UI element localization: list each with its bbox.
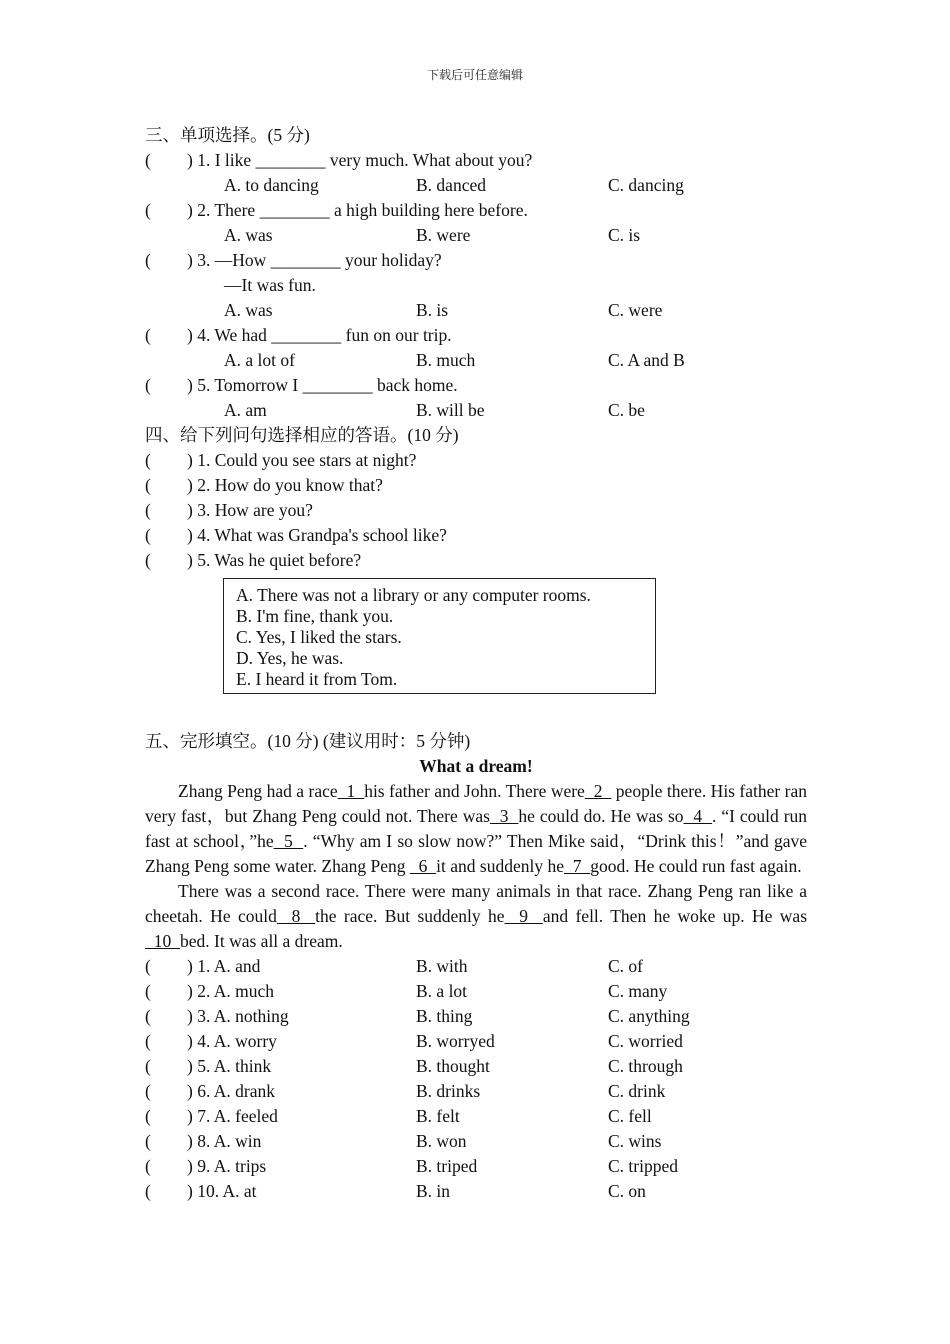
answer-option-a: A. There was not a library or any computer rooms.	[236, 585, 591, 605]
s3-question-3: ( ) 3. —How ________ your holiday?	[145, 250, 442, 270]
s3-options-2: A. was B. were C. is	[224, 225, 641, 245]
s4-question-4: ( ) 4. What was Grandpa's school like?	[145, 525, 447, 545]
section-4-title: 四、给下列问句选择相应的答语。(10 分)	[145, 425, 459, 445]
blank-6: 6	[409, 856, 437, 876]
blank-4: 4	[683, 806, 713, 826]
section-5-title: 五、完形填空。(10 分) (建议用时：5 分钟)	[145, 731, 471, 751]
s3-options-1: A. to dancing B. danced C. dancing	[224, 175, 684, 195]
answer-box	[223, 578, 656, 694]
blank-8: 8	[276, 906, 316, 926]
blank-3: 3	[489, 806, 519, 826]
section-3-title: 三、单项选择。(5 分)	[145, 125, 310, 145]
s3-options-4: A. a lot of B. much C. A and B	[224, 350, 685, 370]
s3-options-5: A. am B. will be C. be	[224, 400, 645, 420]
blank-10: 10	[145, 931, 180, 951]
blank-9: 9	[504, 906, 543, 926]
cloze-option-10: ( ) 10. A. at B. in C. on	[145, 1181, 646, 1201]
s3-question-2: ( ) 2. There ________ a high building here before.	[145, 200, 528, 220]
cloze-option-9: ( ) 9. A. trips B. triped C. tripped	[145, 1156, 678, 1176]
cloze-option-5: ( ) 5. A. think B. thought C. through	[145, 1056, 683, 1076]
s4-question-5: ( ) 5. Was he quiet before?	[145, 550, 362, 570]
answer-option-d: D. Yes, he was.	[236, 648, 344, 668]
answer-option-e: E. I heard it from Tom.	[236, 669, 398, 689]
page-header: 下载后可任意编辑	[426, 68, 523, 82]
cloze-option-7: ( ) 7. A. feeled B. felt C. fell	[145, 1106, 652, 1126]
answer-option-b: B. I'm fine, thank you.	[236, 606, 394, 626]
s3-question-3-reply: —It was fun.	[224, 275, 316, 295]
s4-question-2: ( ) 2. How do you know that?	[145, 475, 383, 495]
s3-question-5: ( ) 5. Tomorrow I ________ back home.	[145, 375, 458, 395]
blank-5: 5	[273, 831, 304, 851]
passage-paragraph-1: Zhang Peng had a race 1 his father and John. There were 2 people there. His father ran very fast，but Zhang Peng could not. There was 3 he could do. He was so 4 . “I could run fast at school，”he 5 . “Why am I so slow now?” Then Mike said，“Drink this！”and gave Zhang Peng some water. Zhang Peng 6 it and suddenly he 7 good. He could run fast again.	[145, 781, 808, 876]
passage-title: What a dream!	[419, 756, 533, 776]
s4-question-3: ( ) 3. How are you?	[145, 500, 313, 520]
cloze-option-2: ( ) 2. A. much B. a lot C. many	[145, 981, 668, 1001]
s3-question-4: ( ) 4. We had ________ fun on our trip.	[145, 325, 452, 345]
cloze-option-4: ( ) 4. A. worry B. worryed C. worried	[145, 1031, 683, 1051]
s3-question-1: ( ) 1. I like ________ very much. What about you?	[145, 150, 533, 170]
blank-1: 1	[337, 781, 365, 801]
cloze-option-6: ( ) 6. A. drank B. drinks C. drink	[145, 1081, 666, 1101]
worksheet	[145, 123, 807, 1204]
passage-paragraph-2: There was a second race. There were many animals in that race. Zhang Peng ran like a cheetah. He could 8 the race. But suddenly he 9 and fell. Then he woke up. He was 10 bed. It was all a dream.	[145, 881, 808, 951]
cloze-option-3: ( ) 3. A. nothing B. thing C. anything	[145, 1006, 690, 1026]
cloze-option-1: ( ) 1. A. and B. with C. of	[145, 956, 643, 976]
s4-question-1: ( ) 1. Could you see stars at night?	[145, 450, 417, 470]
s3-options-3: A. was B. is C. were	[224, 300, 663, 320]
cloze-option-8: ( ) 8. A. win B. won C. wins	[145, 1131, 662, 1151]
blank-7: 7	[563, 856, 591, 876]
answer-option-c: C. Yes, I liked the stars.	[236, 627, 402, 647]
blank-2: 2	[584, 781, 612, 801]
